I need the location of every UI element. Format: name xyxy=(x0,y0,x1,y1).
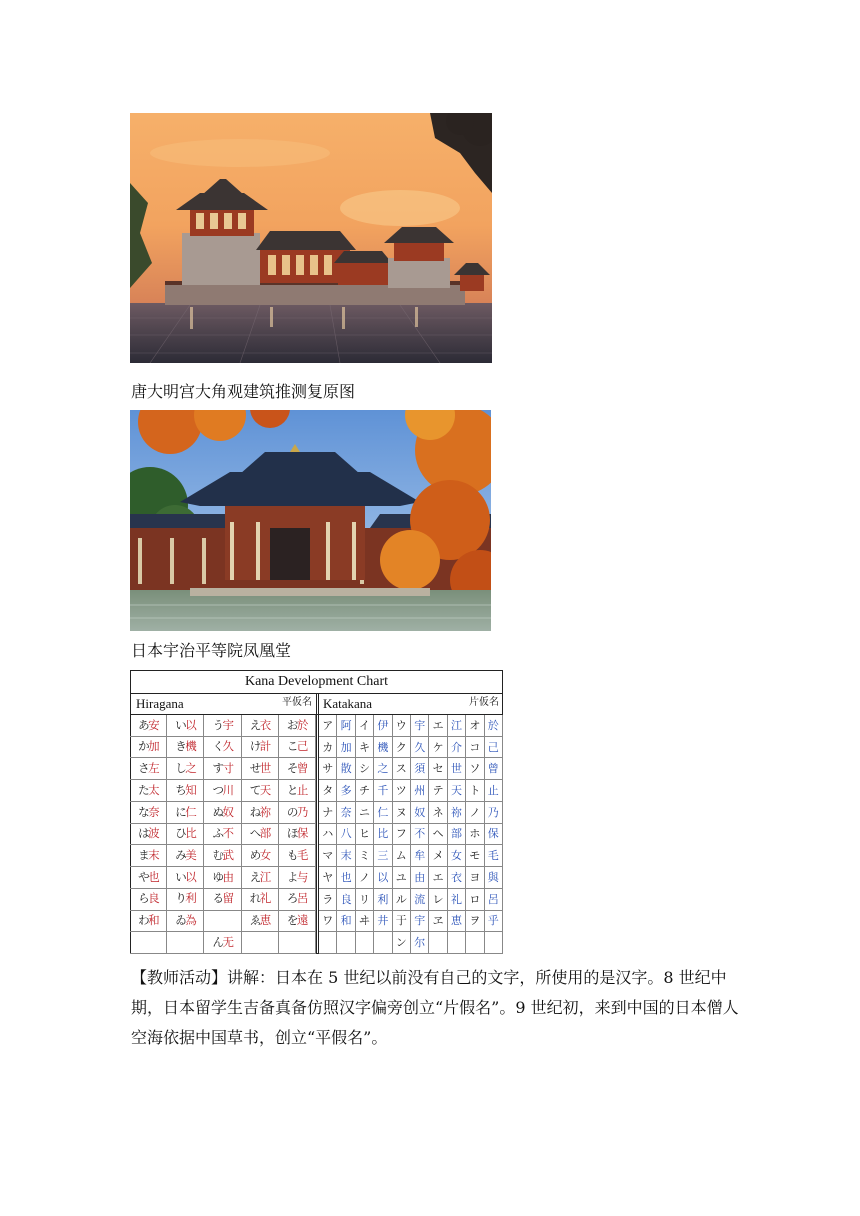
katakana-glyph: ハ xyxy=(319,824,337,846)
katakana-glyph: ラ xyxy=(319,889,337,911)
katakana-source-kanji: 久 xyxy=(411,737,429,759)
hiragana-glyph: な xyxy=(138,804,149,819)
katakana-source-kanji: 州 xyxy=(411,780,429,802)
hiragana-glyph: し xyxy=(175,761,186,776)
hiragana-glyph: ま xyxy=(138,847,149,862)
katakana-heading-en: Katakana xyxy=(323,696,373,711)
hiragana-cell xyxy=(242,867,279,889)
hiragana-source-kanji: 為 xyxy=(185,913,196,928)
hiragana-source-kanji: 機 xyxy=(185,739,196,754)
hiragana-source-kanji: 毛 xyxy=(296,847,307,862)
hiragana-source-kanji: 己 xyxy=(296,739,307,754)
hiragana-glyph: も xyxy=(286,847,297,862)
hiragana-cell xyxy=(204,867,241,889)
hiragana-cell xyxy=(204,889,241,911)
hiragana-source-kanji: 良 xyxy=(148,891,159,906)
hiragana-glyph: れ xyxy=(249,891,260,906)
hiragana-cell xyxy=(167,715,204,737)
hiragana-source-kanji: 曾 xyxy=(296,761,307,776)
hiragana-source-kanji: 衣 xyxy=(259,717,270,732)
hiragana-source-kanji: 之 xyxy=(185,761,196,776)
hiragana-glyph: ん xyxy=(212,934,223,949)
katakana-source-kanji: 女 xyxy=(448,845,466,867)
hiragana-glyph: ゑ xyxy=(249,913,260,928)
hiragana-cell xyxy=(204,845,241,867)
katakana-source-kanji: 由 xyxy=(411,867,429,889)
hiragana-cell xyxy=(204,932,241,954)
hiragana-cell xyxy=(130,889,167,911)
katakana-source-kanji: 江 xyxy=(448,715,466,737)
katakana-source-kanji: 奈 xyxy=(337,802,355,824)
katakana-glyph: ン xyxy=(393,932,411,954)
katakana-source-kanji: 止 xyxy=(485,780,503,802)
katakana-source-kanji: 流 xyxy=(411,889,429,911)
hiragana-glyph: り xyxy=(175,891,186,906)
hiragana-source-kanji: 於 xyxy=(296,717,307,732)
katakana-glyph: ム xyxy=(393,845,411,867)
center-divider xyxy=(316,694,319,954)
hiragana-cell xyxy=(242,932,279,954)
hiragana-glyph: め xyxy=(249,847,260,862)
katakana-glyph: タ xyxy=(319,780,337,802)
hiragana-cell xyxy=(130,780,167,802)
hiragana-source-kanji: 計 xyxy=(259,739,270,754)
hiragana-glyph: を xyxy=(286,913,297,928)
katakana-source-kanji: 之 xyxy=(374,758,392,780)
hiragana-source-kanji: 与 xyxy=(296,869,307,884)
hiragana-glyph: け xyxy=(249,739,260,754)
hiragana-glyph: ひ xyxy=(175,826,186,841)
hiragana-glyph: ら xyxy=(138,891,149,906)
hiragana-glyph: ふ xyxy=(212,826,223,841)
katakana-source-kanji: 宇 xyxy=(411,911,429,933)
hiragana-cell xyxy=(242,845,279,867)
hiragana-cell xyxy=(242,737,279,759)
hiragana-cell xyxy=(167,824,204,846)
hiragana-cell xyxy=(130,758,167,780)
hiragana-cell xyxy=(204,780,241,802)
hiragana-source-kanji: 左 xyxy=(148,761,159,776)
hiragana-source-kanji: 加 xyxy=(148,739,159,754)
hiragana-cell xyxy=(167,737,204,759)
hiragana-cell xyxy=(204,758,241,780)
hiragana-source-kanji: 波 xyxy=(148,826,159,841)
katakana-source-kanji xyxy=(337,932,355,954)
katakana-source-kanji: 乃 xyxy=(485,802,503,824)
katakana-glyph: ス xyxy=(393,758,411,780)
hiragana-glyph: の xyxy=(286,804,297,819)
hiragana-glyph: い xyxy=(175,717,186,732)
hiragana-cell xyxy=(279,845,316,867)
katakana-glyph: ホ xyxy=(466,824,484,846)
hiragana-cell xyxy=(130,824,167,846)
hiragana-source-kanji: 和 xyxy=(148,913,159,928)
katakana-glyph: ル xyxy=(393,889,411,911)
tang-palace-reconstruction-image xyxy=(130,113,492,363)
katakana-source-kanji: 伊 xyxy=(374,715,392,737)
hiragana-glyph: そ xyxy=(286,761,297,776)
katakana-source-kanji: 礼 xyxy=(448,889,466,911)
hiragana-cell xyxy=(204,824,241,846)
katakana-glyph: ヌ xyxy=(393,802,411,824)
hiragana-heading-en: Hiragana xyxy=(136,696,184,711)
hiragana-cell xyxy=(130,911,167,933)
hiragana-source-kanji: 川 xyxy=(222,782,233,797)
hiragana-cell xyxy=(130,845,167,867)
hiragana-glyph: ろ xyxy=(286,891,297,906)
katakana-source-kanji: 部 xyxy=(448,824,466,846)
katakana-source-kanji: 曾 xyxy=(485,758,503,780)
hiragana-source-kanji: 无 xyxy=(222,934,233,949)
hiragana-cell xyxy=(279,802,316,824)
hiragana-source-kanji: 江 xyxy=(259,869,270,884)
hiragana-glyph: お xyxy=(286,717,297,732)
katakana-source-kanji: 以 xyxy=(374,867,392,889)
katakana-glyph: イ xyxy=(356,715,374,737)
katakana-glyph xyxy=(466,932,484,954)
katakana-glyph: ヰ xyxy=(356,911,374,933)
katakana-source-kanji: 千 xyxy=(374,780,392,802)
hiragana-source-kanji: 太 xyxy=(148,782,159,797)
katakana-source-kanji: 奴 xyxy=(411,802,429,824)
hiragana-glyph: あ xyxy=(138,717,149,732)
katakana-glyph: メ xyxy=(429,845,447,867)
hiragana-glyph: こ xyxy=(286,739,297,754)
hiragana-glyph: ぬ xyxy=(212,804,223,819)
katakana-source-kanji: 機 xyxy=(374,737,392,759)
hiragana-glyph: は xyxy=(138,826,149,841)
hiragana-source-kanji: 仁 xyxy=(185,804,196,819)
katakana-glyph: ヤ xyxy=(319,867,337,889)
katakana-source-kanji: 不 xyxy=(411,824,429,846)
katakana-source-kanji: 散 xyxy=(337,758,355,780)
katakana-source-kanji: 多 xyxy=(337,780,355,802)
hiragana-glyph: と xyxy=(286,782,297,797)
hiragana-glyph: え xyxy=(249,717,260,732)
hiragana-glyph: く xyxy=(212,739,223,754)
katakana-glyph: ヘ xyxy=(429,824,447,846)
katakana-source-kanji: 仁 xyxy=(374,802,392,824)
hiragana-heading-cn: 平仮名 xyxy=(282,697,312,708)
hiragana-cell xyxy=(204,715,241,737)
hiragana-glyph: よ xyxy=(286,869,297,884)
katakana-heading-cn: 片仮名 xyxy=(469,697,499,708)
hiragana-source-kanji: 乃 xyxy=(296,804,307,819)
katakana-source-kanji: 末 xyxy=(337,845,355,867)
hiragana-grid xyxy=(130,715,316,954)
katakana-glyph: ケ xyxy=(429,737,447,759)
katakana-source-kanji: 阿 xyxy=(337,715,355,737)
katakana-source-kanji: 加 xyxy=(337,737,355,759)
katakana-source-kanji xyxy=(485,932,503,954)
katakana-source-kanji: 尔 xyxy=(411,932,429,954)
figure2-caption: 日本宇治平等院凤凰堂 xyxy=(131,641,292,660)
hiragana-glyph: ゆ xyxy=(212,869,223,884)
hiragana-cell xyxy=(279,932,316,954)
hiragana-source-kanji: 利 xyxy=(185,891,196,906)
hiragana-glyph: ゐ xyxy=(175,913,186,928)
katakana-source-kanji: 祢 xyxy=(448,802,466,824)
katakana-glyph: シ xyxy=(356,758,374,780)
hiragana-cell xyxy=(167,845,204,867)
hiragana-glyph: さ xyxy=(138,761,149,776)
katakana-glyph: リ xyxy=(356,889,374,911)
katakana-glyph: ユ xyxy=(393,867,411,889)
hiragana-glyph: い xyxy=(175,869,186,884)
katakana-glyph: エ xyxy=(429,867,447,889)
hiragana-cell xyxy=(242,715,279,737)
teacher-activity-paragraph: 【教师活动】讲解：日本在 5 世纪以前没有自己的文字，所使用的是汉字。8 世纪中期，日本留学生吉备真备仿照汉字偏旁创立“片假名”。9 世纪初，来到中国的日本僧人空海依据中国草书，创立“平假名”。 xyxy=(131,968,739,1047)
hiragana-cell xyxy=(279,824,316,846)
hiragana-glyph: へ xyxy=(249,826,260,841)
katakana-heading xyxy=(317,694,503,714)
hiragana-cell xyxy=(167,780,204,802)
hiragana-source-kanji: 呂 xyxy=(296,891,307,906)
hiragana-cell xyxy=(242,824,279,846)
katakana-glyph: エ xyxy=(429,715,447,737)
katakana-glyph: ウ xyxy=(393,715,411,737)
hiragana-source-kanji: 美 xyxy=(185,847,196,862)
katakana-glyph: コ xyxy=(466,737,484,759)
hiragana-cell xyxy=(167,932,204,954)
katakana-glyph: チ xyxy=(356,780,374,802)
hiragana-glyph: か xyxy=(138,739,149,754)
katakana-glyph: ニ xyxy=(356,802,374,824)
hiragana-cell xyxy=(279,911,316,933)
hiragana-cell xyxy=(242,780,279,802)
hiragana-cell xyxy=(130,737,167,759)
hiragana-cell xyxy=(167,889,204,911)
kana-development-chart xyxy=(130,670,503,954)
hiragana-glyph: る xyxy=(212,891,223,906)
katakana-glyph: ソ xyxy=(466,758,484,780)
katakana-glyph: ト xyxy=(466,780,484,802)
hiragana-glyph: え xyxy=(249,869,260,884)
katakana-source-kanji: 八 xyxy=(337,824,355,846)
katakana-glyph: ヒ xyxy=(356,824,374,846)
hiragana-glyph: ほ xyxy=(286,826,297,841)
hiragana-source-kanji: 武 xyxy=(222,847,233,862)
katakana-glyph: セ xyxy=(429,758,447,780)
katakana-glyph: ミ xyxy=(356,845,374,867)
hiragana-source-kanji: 祢 xyxy=(259,804,270,819)
katakana-source-kanji: 宇 xyxy=(411,715,429,737)
katakana-glyph xyxy=(319,932,337,954)
hiragana-source-kanji: 也 xyxy=(148,869,159,884)
katakana-source-kanji: 比 xyxy=(374,824,392,846)
hiragana-source-kanji: 知 xyxy=(185,782,196,797)
katakana-source-kanji: 呂 xyxy=(485,889,503,911)
hiragana-source-kanji: 由 xyxy=(222,869,233,884)
katakana-source-kanji: 三 xyxy=(374,845,392,867)
katakana-glyph: ワ xyxy=(319,911,337,933)
hiragana-cell xyxy=(204,802,241,824)
katakana-source-kanji: 於 xyxy=(485,715,503,737)
hiragana-cell xyxy=(167,911,204,933)
hiragana-cell xyxy=(279,780,316,802)
katakana-glyph xyxy=(356,932,374,954)
hiragana-glyph: す xyxy=(212,761,223,776)
katakana-source-kanji: 也 xyxy=(337,867,355,889)
katakana-glyph: ヲ xyxy=(466,911,484,933)
katakana-glyph: キ xyxy=(356,737,374,759)
hiragana-cell xyxy=(279,889,316,911)
hiragana-cell xyxy=(204,911,241,933)
hiragana-glyph: ね xyxy=(249,804,260,819)
katakana-glyph: ア xyxy=(319,715,337,737)
hiragana-source-kanji: 比 xyxy=(185,826,196,841)
hiragana-source-kanji: 不 xyxy=(222,826,233,841)
hiragana-source-kanji: 末 xyxy=(148,847,159,862)
hiragana-source-kanji: 奈 xyxy=(148,804,159,819)
katakana-glyph: オ xyxy=(466,715,484,737)
hiragana-cell xyxy=(242,758,279,780)
katakana-source-kanji: 毛 xyxy=(485,845,503,867)
hiragana-cell xyxy=(279,737,316,759)
hiragana-cell xyxy=(279,867,316,889)
katakana-glyph: ノ xyxy=(356,867,374,889)
hiragana-cell xyxy=(204,737,241,759)
katakana-glyph: ヨ xyxy=(466,867,484,889)
katakana-source-kanji: 和 xyxy=(337,911,355,933)
hiragana-cell xyxy=(242,889,279,911)
katakana-glyph: モ xyxy=(466,845,484,867)
katakana-glyph: ツ xyxy=(393,780,411,802)
chart-title: Kana Development Chart xyxy=(244,674,389,689)
katakana-source-kanji: 衣 xyxy=(448,867,466,889)
katakana-source-kanji: 井 xyxy=(374,911,392,933)
katakana-glyph: ロ xyxy=(466,889,484,911)
hiragana-source-kanji: 宇 xyxy=(222,717,233,732)
hiragana-cell xyxy=(167,758,204,780)
hiragana-cell xyxy=(130,715,167,737)
katakana-glyph: 于 xyxy=(393,911,411,933)
hiragana-cell xyxy=(130,932,167,954)
hiragana-source-kanji: 寸 xyxy=(222,761,233,776)
katakana-source-kanji: 牟 xyxy=(411,845,429,867)
hiragana-glyph: む xyxy=(212,847,223,862)
hiragana-source-kanji: 保 xyxy=(296,826,307,841)
hiragana-cell xyxy=(167,867,204,889)
katakana-source-kanji: 須 xyxy=(411,758,429,780)
katakana-glyph: サ xyxy=(319,758,337,780)
katakana-glyph xyxy=(429,932,447,954)
katakana-source-kanji: 與 xyxy=(485,867,503,889)
hiragana-heading xyxy=(130,694,316,714)
hiragana-cell xyxy=(167,802,204,824)
hiragana-source-kanji: 遠 xyxy=(296,913,307,928)
hiragana-source-kanji: 部 xyxy=(259,826,270,841)
hiragana-glyph: き xyxy=(175,739,186,754)
hiragana-glyph: に xyxy=(175,804,186,819)
hiragana-glyph: せ xyxy=(249,761,260,776)
hiragana-source-kanji: 恵 xyxy=(259,913,270,928)
katakana-source-kanji: 己 xyxy=(485,737,503,759)
figure1-caption: 唐大明宫大角观建筑推测复原图 xyxy=(131,382,356,401)
hiragana-source-kanji: 止 xyxy=(296,782,307,797)
hiragana-glyph: や xyxy=(138,869,149,884)
katakana-source-kanji: 乎 xyxy=(485,911,503,933)
katakana-glyph: マ xyxy=(319,845,337,867)
katakana-source-kanji: 世 xyxy=(448,758,466,780)
katakana-grid xyxy=(319,715,503,954)
hiragana-cell xyxy=(279,715,316,737)
hiragana-source-kanji: 奴 xyxy=(222,804,233,819)
hiragana-source-kanji: 天 xyxy=(259,782,270,797)
katakana-glyph: レ xyxy=(429,889,447,911)
katakana-source-kanji xyxy=(374,932,392,954)
katakana-source-kanji: 利 xyxy=(374,889,392,911)
katakana-source-kanji: 天 xyxy=(448,780,466,802)
katakana-source-kanji: 保 xyxy=(485,824,503,846)
hiragana-glyph: て xyxy=(249,782,260,797)
katakana-glyph: フ xyxy=(393,824,411,846)
katakana-glyph: ナ xyxy=(319,802,337,824)
hiragana-glyph: つ xyxy=(212,782,223,797)
hiragana-glyph: わ xyxy=(138,913,149,928)
hiragana-cell xyxy=(279,758,316,780)
hiragana-glyph: ち xyxy=(175,782,186,797)
katakana-source-kanji: 介 xyxy=(448,737,466,759)
hiragana-source-kanji: 留 xyxy=(222,891,233,906)
katakana-glyph: ヱ xyxy=(429,911,447,933)
katakana-source-kanji xyxy=(448,932,466,954)
katakana-glyph: ク xyxy=(393,737,411,759)
hiragana-cell xyxy=(130,802,167,824)
katakana-glyph: テ xyxy=(429,780,447,802)
hiragana-glyph: み xyxy=(175,847,186,862)
hiragana-glyph: う xyxy=(212,717,223,732)
katakana-glyph: ネ xyxy=(429,802,447,824)
katakana-glyph: カ xyxy=(319,737,337,759)
byodoin-phoenix-hall-image xyxy=(130,410,491,631)
hiragana-source-kanji: 以 xyxy=(185,869,196,884)
katakana-source-kanji: 恵 xyxy=(448,911,466,933)
katakana-source-kanji: 良 xyxy=(337,889,355,911)
hiragana-source-kanji: 安 xyxy=(148,717,159,732)
katakana-glyph: ノ xyxy=(466,802,484,824)
hiragana-source-kanji: 以 xyxy=(185,717,196,732)
hiragana-source-kanji: 世 xyxy=(259,761,270,776)
hiragana-cell xyxy=(242,911,279,933)
hiragana-cell xyxy=(242,802,279,824)
hiragana-glyph: た xyxy=(138,782,149,797)
hiragana-source-kanji: 女 xyxy=(259,847,270,862)
hiragana-source-kanji: 礼 xyxy=(259,891,270,906)
hiragana-source-kanji: 久 xyxy=(222,739,233,754)
hiragana-cell xyxy=(130,867,167,889)
